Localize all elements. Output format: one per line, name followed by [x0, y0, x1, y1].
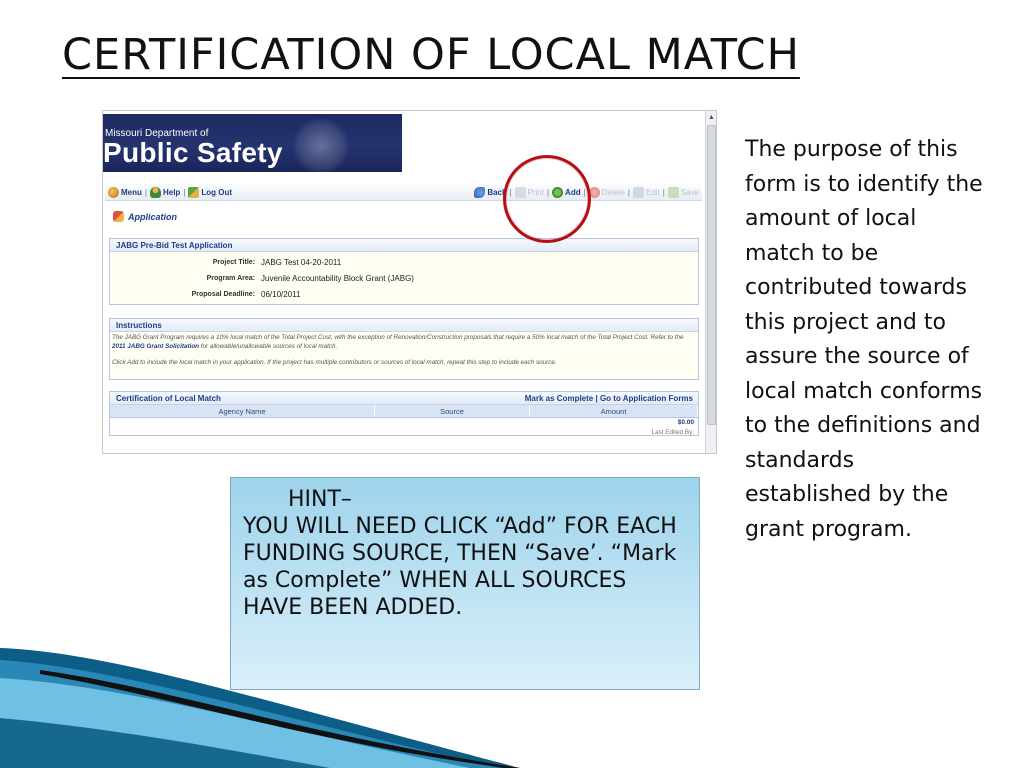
- column-source[interactable]: Source: [375, 405, 530, 417]
- toolbar-separator: |: [144, 188, 147, 197]
- back-button[interactable]: [474, 184, 506, 201]
- toolbar-separator: |: [662, 188, 665, 197]
- local-match-panel: [109, 391, 699, 436]
- toolbar-separator: |: [583, 188, 586, 197]
- solicitation-link[interactable]: 2011 JABG Grant Solicitation: [112, 342, 200, 350]
- toolbar-separator: |: [509, 188, 512, 197]
- instructions-line1b: for allowable/unallowable sources of local match.: [200, 342, 338, 350]
- logout-button[interactable]: [188, 184, 232, 201]
- local-match-title: Certification of Local Match: [116, 394, 221, 403]
- mark-complete-link[interactable]: Mark as Complete: [524, 394, 594, 403]
- delete-button[interactable]: [589, 184, 625, 201]
- hint-body: YOU WILL NEED CLICK “Add” FOR EACH FUNDING SOURCE, THEN “Save’. “Mark as Complete” WHEN ALL SOURCES HAVE BEEN ADDED.: [243, 514, 677, 620]
- last-edited-by: Last Edited By:: [651, 429, 694, 436]
- banner-name: Public Safety: [103, 137, 283, 168]
- instructions-text: [110, 332, 698, 368]
- project-title-label: Project Title:: [212, 259, 255, 266]
- application-info-panel: [109, 238, 699, 305]
- menu-label: Menu: [121, 188, 142, 197]
- scroll-up-icon[interactable]: ▲: [708, 114, 715, 121]
- edit-label: Edit: [645, 188, 660, 197]
- print-label: Print: [527, 188, 544, 197]
- instructions-title: Instructions: [110, 319, 698, 332]
- project-title-row: [110, 255, 698, 271]
- delete-label: Delete: [601, 188, 625, 197]
- slide-title: CERTIFICATION OF LOCAL MATCH: [62, 30, 800, 80]
- help-button[interactable]: [150, 184, 180, 201]
- logout-icon: [188, 187, 199, 198]
- toolbar: [105, 184, 702, 201]
- toolbar-separator: |: [183, 188, 186, 197]
- program-area-label: Program Area:: [206, 275, 255, 282]
- application-icon: [113, 211, 124, 222]
- application-heading-label: Application: [128, 211, 177, 222]
- toolbar-separator: |: [627, 188, 630, 197]
- program-area-value: Juvenile Accountability Block Grant (JABG): [261, 274, 414, 283]
- banner-dept: Missouri Department of: [105, 128, 209, 139]
- program-area-row: [110, 271, 698, 287]
- proposal-deadline-label: Proposal Deadline:: [191, 291, 255, 298]
- hint-title: HINT–: [288, 487, 352, 512]
- back-label: Back: [487, 188, 507, 197]
- link-separator: |: [595, 394, 598, 403]
- help-icon: [150, 187, 161, 198]
- edit-icon: [633, 187, 644, 198]
- back-arrow-icon: [474, 187, 485, 198]
- save-label: Save: [680, 188, 699, 197]
- local-match-column-headers: [110, 405, 698, 418]
- go-to-forms-link[interactable]: Go to Application Forms: [599, 394, 693, 403]
- screenshot-panel: [102, 110, 717, 454]
- proposal-deadline-row: [110, 287, 698, 303]
- edit-button[interactable]: [633, 184, 660, 201]
- save-icon: [668, 187, 679, 198]
- application-info-title: JABG Pre-Bid Test Application: [110, 239, 698, 252]
- local-match-header: [110, 392, 698, 405]
- logout-label: Log Out: [201, 188, 233, 197]
- dps-banner: [103, 114, 402, 172]
- instructions-line1a: The JABG Grant Program requires a 10% local match of the Total Project Cost, with the exception of Renovation/Construction proposals that require a 50% local match of the Total Project Cost. Refer to the: [112, 334, 684, 341]
- save-button[interactable]: [668, 184, 699, 201]
- scrollbar-thumb[interactable]: [707, 125, 716, 425]
- instructions-panel: [109, 318, 699, 380]
- add-label: Add: [565, 188, 581, 197]
- menu-button[interactable]: [108, 184, 142, 201]
- column-amount[interactable]: Amount: [530, 405, 698, 417]
- application-heading: [113, 211, 177, 222]
- vertical-scrollbar[interactable]: [705, 111, 716, 454]
- decorative-swoosh: [0, 630, 520, 768]
- proposal-deadline-value: 06/10/2011: [261, 290, 301, 299]
- column-agency-name[interactable]: Agency Name: [110, 405, 375, 417]
- help-label: Help: [162, 188, 181, 197]
- add-highlight-circle: [503, 155, 591, 243]
- instructions-line2: Click Add to include the local match in your application. If the project has multiple contributors or sources of local match, repeat this step to include each source.: [112, 359, 557, 366]
- amount-total: $0.00: [677, 419, 694, 426]
- menu-icon: [108, 187, 119, 198]
- purpose-text: The purpose of this form is to identify the amount of local match to be contributed towards this project and to assure the source of local match conforms to the definitions and standards established by the grant program.: [745, 137, 983, 542]
- state-seal-icon: [291, 118, 351, 172]
- project-title-value: JABG Test 04-20-2011: [261, 258, 342, 267]
- toolbar-separator: |: [546, 188, 550, 197]
